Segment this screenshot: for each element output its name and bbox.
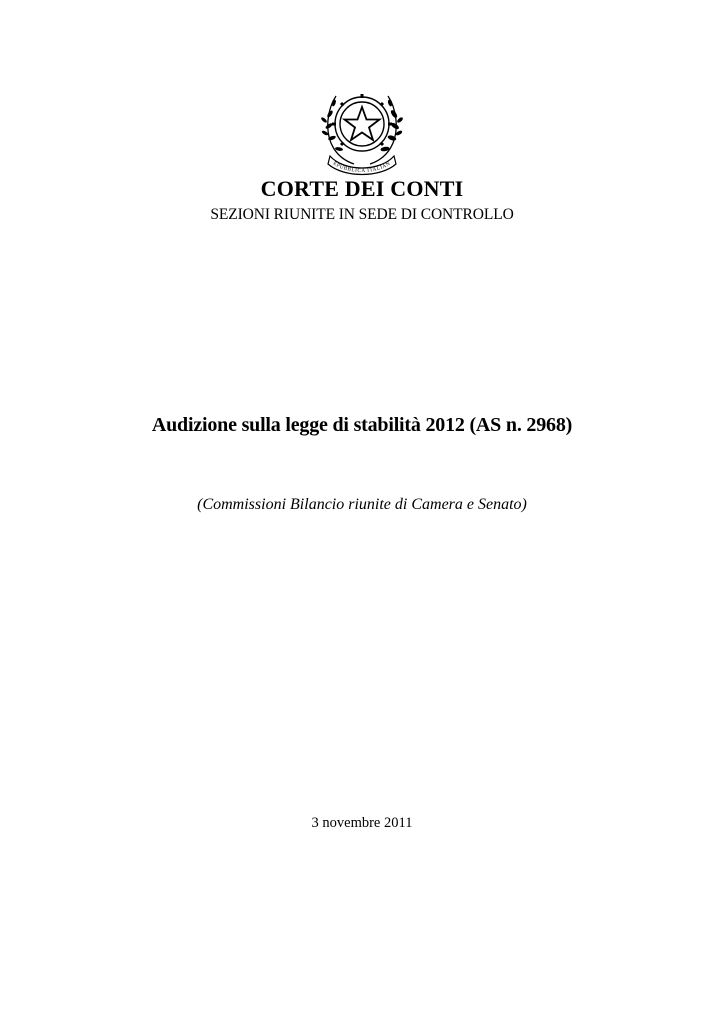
document-date: 3 novembre 2011 <box>311 815 413 831</box>
commission-note: (Commissioni Bilancio riunite di Camera e Senato) <box>197 496 527 513</box>
institution-title: CORTE DEI CONTI <box>260 176 464 201</box>
italian-republic-emblem-icon <box>314 84 410 176</box>
document-heading: Audizione sulla legge di stabilità 2012 (AS n. 2968) <box>151 414 573 436</box>
section-subtitle: SEZIONI RIUNITE IN SEDE DI CONTROLLO <box>210 206 514 223</box>
emblem-ribbon-text: EPUBBLICA ITALIAN <box>331 160 392 175</box>
